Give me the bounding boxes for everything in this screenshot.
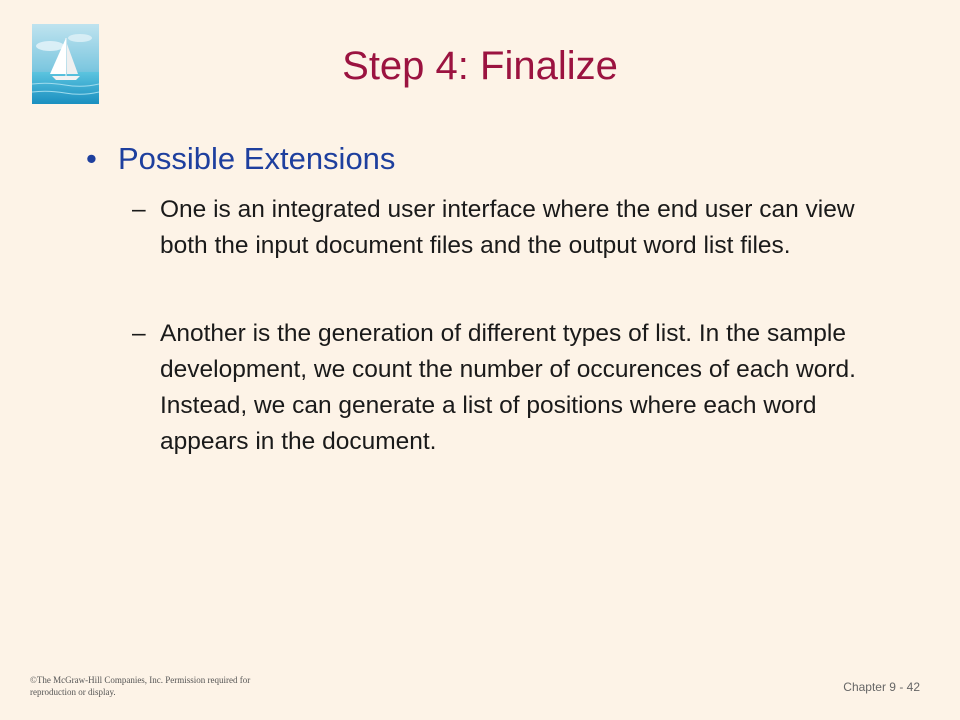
bullet-text: Possible Extensions bbox=[118, 141, 396, 176]
sub-bullet-list-types bbox=[132, 316, 872, 460]
sailboat-image bbox=[32, 24, 99, 104]
sub-bullet-text: One is an integrated user interface where the end user can view both the input document files and the output word list files. bbox=[160, 196, 855, 259]
page-number: Chapter 9 - 42 bbox=[843, 680, 920, 694]
sub-bullet-marker: – bbox=[132, 196, 146, 223]
sub-bullet-integrated-ui bbox=[132, 192, 872, 264]
copyright-notice: ©The McGraw-Hill Companies, Inc. Permission required for reproduction or display. bbox=[30, 675, 251, 697]
sub-bullet-marker: – bbox=[132, 320, 146, 347]
slide-title: Step 4: Finalize bbox=[342, 44, 618, 88]
bullet-marker: • bbox=[86, 141, 97, 176]
bullet-possible-extensions bbox=[86, 138, 395, 180]
sub-bullet-text: Another is the generation of different types of list. In the sample development, we count the number of occurences of each word. Instead, we can generate a list of positions where each word appears in the document. bbox=[160, 320, 856, 455]
